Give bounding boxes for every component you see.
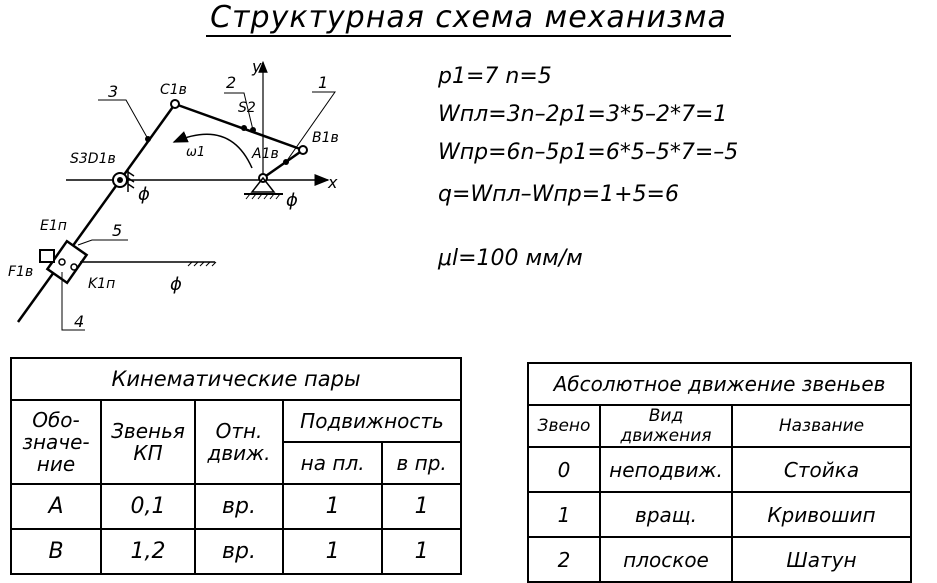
table-row — [528, 537, 911, 582]
am-cell: Стойка — [732, 447, 911, 492]
label-sd: S3D1в — [70, 151, 116, 167]
label-link-5: 5 — [112, 221, 123, 240]
absolute-motion-table — [527, 362, 912, 583]
point-s2 — [241, 125, 247, 131]
am-cell: Шатун — [732, 537, 911, 582]
am-cell: 0 — [528, 447, 600, 492]
kp-cell: вр. — [195, 529, 283, 574]
kinematic-pairs-table — [10, 357, 462, 575]
kp-h-links: Звенья КП — [101, 400, 195, 484]
formula-counts: p1=7 n=5 — [438, 64, 552, 89]
label-c: C1в — [160, 82, 187, 98]
am-cell: неподвиж. — [600, 447, 732, 492]
kp-h-rel: Отн. движ. — [195, 400, 283, 484]
label-link-3: 3 — [108, 82, 119, 101]
label-x: x — [328, 173, 338, 192]
table-row — [528, 492, 911, 537]
kp-cell: 1 — [382, 529, 461, 574]
formula-q: q=Wпл–Wпр=1+5=6 — [438, 182, 679, 207]
label-e: E1п — [40, 218, 67, 234]
kp-cell: 0,1 — [101, 484, 195, 529]
formula-w-plane: Wпл=3n–2p1=3*5–2*7=1 — [438, 102, 728, 127]
drawing-title: Структурная схема механизма — [0, 0, 937, 35]
am-cell: 2 — [528, 537, 600, 582]
label-s2: S2 — [238, 100, 256, 116]
table-row — [11, 484, 461, 529]
kp-h-designation: Обо-значе-ние — [11, 400, 101, 484]
am-cell: плоское — [600, 537, 732, 582]
label-y: y — [252, 57, 262, 76]
label-a: A1в — [252, 146, 279, 162]
joint-b — [299, 146, 307, 154]
am-cell: Кривошип — [732, 492, 911, 537]
label-link-1: 1 — [318, 73, 329, 92]
label-phi-2: ϕ — [286, 190, 298, 211]
kp-cell: 1 — [283, 529, 382, 574]
slider-e — [40, 250, 54, 262]
kp-h-plane: на пл. — [283, 442, 382, 484]
kp-cell: A — [11, 484, 101, 529]
kp-cell: 1 — [382, 484, 461, 529]
formula-w-space: Wпр=6n–5p1=6*5–5*7=–5 — [438, 140, 739, 165]
label-link-4: 4 — [74, 312, 85, 331]
formula-scale: μl=100 мм/м — [438, 246, 583, 271]
am-h-link: Звено — [528, 405, 600, 447]
joint-c — [171, 100, 179, 108]
kp-cell: вр. — [195, 484, 283, 529]
kp-h-space: в пр. — [382, 442, 461, 484]
label-phi-1: ϕ — [138, 184, 150, 205]
kp-cell: 1 — [283, 484, 382, 529]
label-b: B1в — [312, 130, 339, 146]
label-k: K1п — [88, 276, 116, 292]
am-h-name: Название — [732, 405, 911, 447]
label-f: F1в — [8, 264, 34, 280]
label-omega: ω1 — [186, 145, 206, 160]
mechanism-diagram — [0, 40, 420, 340]
table-row — [11, 529, 461, 574]
label-phi-3: ϕ — [170, 274, 182, 295]
table-row — [528, 447, 911, 492]
kp-caption: Кинематические пары — [11, 358, 461, 400]
am-caption: Абсолютное движение звеньев — [528, 363, 911, 405]
am-cell: вращ. — [600, 492, 732, 537]
label-link-2: 2 — [226, 73, 237, 92]
am-h-type: Вид движения — [600, 405, 732, 447]
am-cell: 1 — [528, 492, 600, 537]
kp-cell: 1,2 — [101, 529, 195, 574]
kp-cell: B — [11, 529, 101, 574]
kp-h-mobility: Подвижность — [283, 400, 461, 442]
